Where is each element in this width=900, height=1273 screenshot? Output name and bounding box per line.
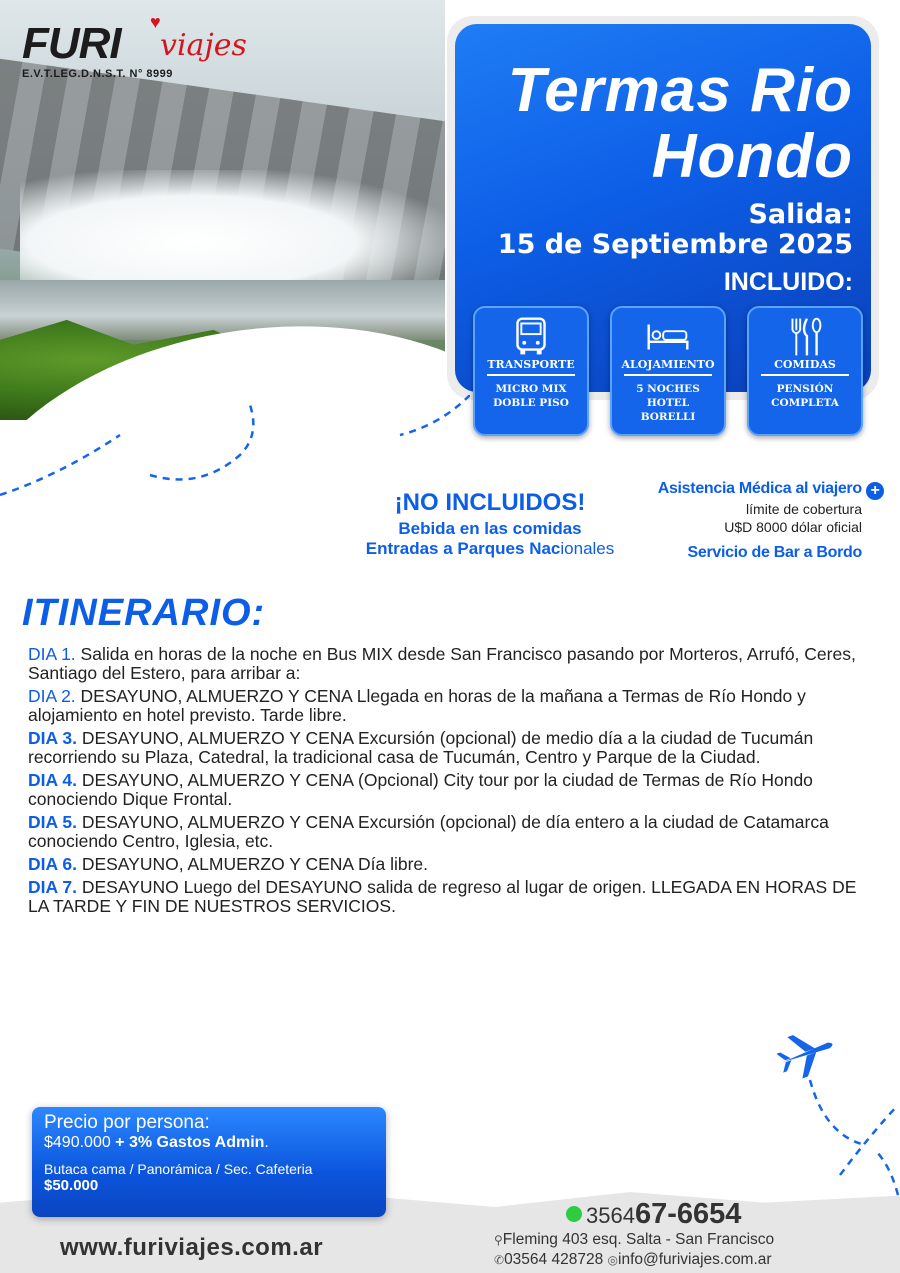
card-transport-line2: DOBLE PISO: [493, 397, 569, 409]
card-lodging: [610, 306, 726, 436]
price-amount-row: [44, 1133, 374, 1153]
card-meals: [747, 306, 863, 436]
cutlery-icon: [749, 314, 861, 360]
itinerary-day: [28, 645, 878, 683]
price-fee: + 3% Gastos Admin: [110, 1134, 265, 1151]
day-text: DESAYUNO, ALMUERZO Y CENA Día libre.: [76, 854, 429, 874]
day-text: DESAYUNO, ALMUERZO Y CENA Excursión (opcional) de medio día a la ciudad de Tucumán recorriendo su Plaza, Catedral, la tradicional casa de Tucumán, Centro y Parque de la Ciudad.: [28, 728, 814, 767]
whatsapp-contact[interactable]: [566, 1198, 741, 1231]
day-label: DIA 1.: [28, 644, 76, 664]
card-lodging-line1: 5 NOCHES: [636, 383, 700, 395]
whatsapp-icon: [566, 1206, 582, 1222]
card-transport: [473, 306, 589, 436]
itinerary-list: [28, 645, 878, 920]
website-link[interactable]: www.furiviajes.com.ar: [60, 1234, 324, 1261]
card-transport-line1: MICRO MIX: [495, 383, 567, 395]
assistance: [614, 480, 884, 562]
included-label: INCLUIDO:: [723, 268, 853, 296]
itinerary-day: [28, 855, 878, 874]
card-lodging-body: [612, 382, 724, 424]
departure-date: 15 de Septiembre 2025: [497, 229, 853, 260]
day-label: DIA 2.: [28, 686, 76, 706]
day-text: DESAYUNO, ALMUERZO Y CENA Llegada en horas de la mañana a Termas de Río Hondo y alojamiento en hotel previsto. Tarde libre.: [28, 686, 806, 725]
itinerary-title: ITINERARIO:: [22, 592, 266, 634]
card-lodging-title: ALOJAMIENTO: [621, 358, 715, 371]
day-text: DESAYUNO, ALMUERZO Y CENA (Opcional) City tour por la ciudad de Termas de Río Hondo conociendo Dique Frontal.: [28, 770, 813, 809]
heart-icon: ♥: [150, 12, 161, 32]
price-label: Precio por persona:: [44, 1112, 210, 1133]
not-included-line2-bold: Entradas a Parques Nac: [365, 539, 561, 558]
phone-email-row: [494, 1250, 774, 1270]
itinerary-day: [28, 687, 878, 725]
assistance-line2: U$D 8000 dólar oficial: [724, 519, 862, 535]
itinerary-day: [28, 771, 878, 809]
price-extra-label: Butaca cama / Panorámica / Sec. Cafeteria: [44, 1161, 313, 1177]
logo-registration: E.V.T.LEG.D.N.S.T. N° 8999: [22, 68, 173, 80]
not-included-line2-rest: ionales: [560, 539, 615, 558]
departure-label: Salida:: [748, 199, 853, 230]
assistance-line1: límite de cobertura: [746, 501, 862, 517]
not-included-title: ¡NO INCLUIDOS!: [394, 489, 586, 516]
airplane-icon: [770, 1025, 900, 1205]
card-divider: [624, 374, 712, 376]
day-label: DIA 3.: [28, 728, 77, 748]
whatsapp-number: 67-6654: [634, 1198, 742, 1230]
title-line1: Termas Rio: [507, 56, 853, 125]
day-text: Salida en horas de la noche en Bus MIX desde San Francisco pasando por Morteros, Arrufó, Ceres, Santiago del Estero, para arribar a:: [28, 644, 856, 683]
day-label: DIA 5.: [28, 812, 77, 832]
contact-info: [494, 1230, 774, 1270]
itinerary-day: [28, 729, 878, 767]
water-spray: [20, 170, 445, 290]
logo: [22, 12, 247, 80]
location-pin-icon: ⚲: [494, 1233, 503, 1247]
logo-mark: FURI: [22, 19, 121, 68]
card-divider: [761, 374, 849, 376]
card-meals-title: COMIDAS: [774, 358, 836, 371]
not-included-line1: Bebida en las comidas: [398, 519, 582, 538]
address: Fleming 403 esq. Salta - San Francisco: [502, 1231, 775, 1248]
phone-icon: ✆: [494, 1253, 505, 1267]
day-text: DESAYUNO, ALMUERZO Y CENA Excursión (opcional) de día entero a la ciudad de Catamarca conociendo Centro, Iglesia, etc.: [28, 812, 829, 851]
card-lodging-line3: BORELLI: [640, 411, 696, 423]
included-cards: [473, 306, 863, 436]
header-panel-inner: [455, 24, 871, 423]
card-divider: [487, 374, 575, 376]
card-transport-title: TRANSPORTE: [487, 358, 575, 371]
bar-service: Servicio de Bar a Bordo: [687, 544, 862, 561]
day-label: DIA 7.: [28, 877, 77, 897]
day-text: DESAYUNO Luego del DESAYUNO salida de regreso al lugar de origen. LLEGADA EN HORAS DE LA TARDE Y FIN DE NUESTROS SERVICIOS.: [28, 877, 857, 916]
not-included: [330, 489, 650, 559]
bus-icon: [475, 314, 587, 360]
not-included-line2: [330, 539, 650, 559]
card-lodging-line2: HOTEL: [646, 397, 690, 409]
assistance-title: Asistencia Médica al viajero: [657, 480, 862, 497]
phone[interactable]: 03564 428728: [504, 1251, 604, 1268]
itinerary-day: [28, 813, 878, 851]
price-amount: $490.000: [44, 1134, 111, 1151]
card-transport-body: [475, 382, 587, 410]
price-extra-amount: $50.000: [44, 1177, 99, 1194]
logo-script: viajes: [160, 28, 247, 63]
title-line2: Hondo: [651, 122, 853, 191]
medical-cross-icon: +: [866, 482, 884, 500]
day-label: DIA 6.: [28, 854, 77, 874]
itinerary-day: [28, 878, 878, 916]
card-meals-line1: PENSIÓN: [776, 383, 834, 395]
day-label: DIA 4.: [28, 770, 77, 790]
price-fee-end: .: [264, 1134, 269, 1151]
whatsapp-prefix: 3564: [586, 1203, 635, 1228]
address-row: [494, 1230, 774, 1250]
globe-icon: ◎: [607, 1253, 618, 1267]
card-meals-line2: COMPLETA: [771, 397, 839, 409]
price-box: [32, 1107, 386, 1217]
bed-icon: [612, 314, 724, 360]
header-panel: [447, 16, 879, 423]
page-title: [508, 58, 853, 190]
card-meals-body: [749, 382, 861, 410]
email[interactable]: info@furiviajes.com.ar: [618, 1251, 772, 1268]
departure: [498, 200, 853, 260]
assistance-title-row: [614, 480, 884, 500]
